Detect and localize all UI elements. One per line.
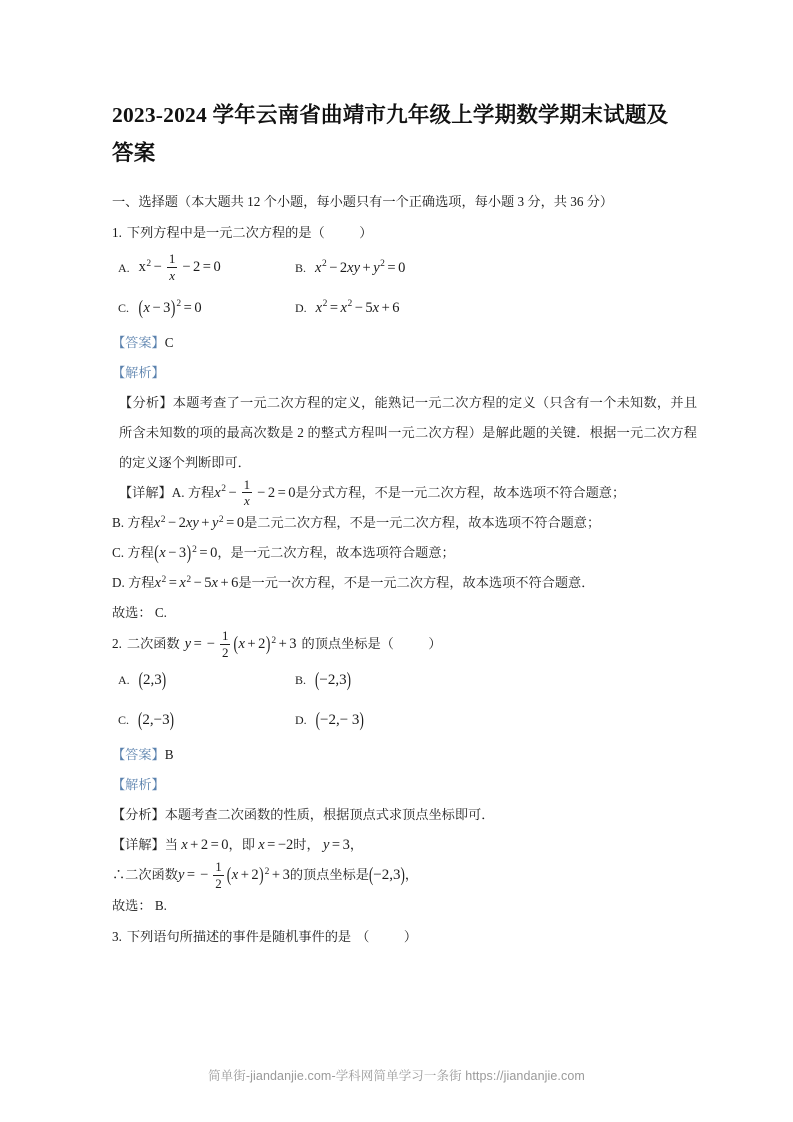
page-content (112, 96, 698, 952)
detail-lead: 方程 (128, 575, 155, 591)
answer-blank (374, 921, 399, 952)
answer-value: C (164, 335, 174, 350)
question-2-options-row-1 (112, 660, 692, 700)
question-1-analysis (112, 388, 697, 478)
option-letter: C. (118, 300, 130, 315)
question-1-options-row-1 (112, 248, 692, 288)
option-math-b: $x^2 - 2xy + y^2 = 0$ (315, 258, 406, 276)
conclusion-coord: (−2,3) (368, 863, 405, 886)
question-block-1 (112, 217, 698, 628)
question-1-stem-text: 下列方程中是一元二次方程的是（ (126, 225, 325, 240)
detail-letter: A. (171, 485, 185, 500)
question-1-detail-b (112, 508, 692, 538)
option-letter: B. (295, 672, 307, 687)
detail-tail: 是分式方程，不是一元二次方程，故本选项不符合题意； (295, 485, 626, 500)
question-2-analysis (112, 800, 692, 830)
detail-letter: B. (112, 515, 125, 531)
conclusion-end: ， (404, 867, 419, 883)
conclusion-math: y = − $\frac{1}{2}$ $(x + 2)^2 + 3$ (177, 859, 290, 891)
option-1-d[interactable] (295, 288, 400, 328)
analysis-label: 【分析】 (112, 807, 165, 823)
detail-lead: 方程 (127, 545, 154, 561)
question-2-math: y = − $\frac{1}{2}$ $(x + 2)^2 + 3$ (184, 628, 297, 660)
detail-math-3: y = 3 (322, 837, 350, 854)
detail-math: $x^2$ − $\frac{1}{x}$ − 2 = 0 (214, 476, 296, 509)
question-2-number: 2. (112, 636, 122, 652)
question-1-stem-close: ） (359, 225, 373, 240)
question-3-stem-text: 下列语句所描述的事件是随机事件的是 (126, 928, 352, 944)
question-1-detail-c (112, 538, 692, 568)
option-math-c: $(x - 3)^2 = 0$ (138, 295, 202, 318)
detail-math-1: x + 2 = 0 (181, 837, 229, 854)
detail-label: 【详解】 (119, 485, 172, 500)
question-1-detail-a (112, 478, 692, 508)
question-2-explanation-line (112, 770, 692, 800)
page-title: 2023-2024 学年云南省曲靖市九年级上学期数学期末试题及答案 (112, 103, 669, 165)
conclusion-mid: 的顶点坐标是 (289, 867, 369, 883)
question-1-number: 1. (112, 225, 122, 240)
question-2-stem-close: ） (428, 636, 442, 652)
option-1-c[interactable] (118, 288, 202, 328)
answer-value: B (164, 747, 174, 763)
option-letter: A. (118, 672, 130, 687)
question-2-detail: 【详解】当 x + 2 = 0，即 x = −2时， y = 3， (112, 837, 364, 854)
question-1-answer-line (112, 328, 692, 358)
detail-tail: 是一元一次方程，不是一元二次方程，故本选项不符合题意． (238, 575, 595, 591)
option-letter: A. (118, 260, 130, 275)
question-3-stem (112, 921, 692, 952)
option-2-b[interactable] (295, 660, 351, 700)
analysis-text: 本题考查二次函数的性质，根据顶点式求顶点坐标即可． (164, 807, 495, 823)
question-2-stem-lead: 二次函数 (126, 636, 180, 652)
option-math-d: $x^2 = x^2 - 5x + 6$ (315, 298, 400, 316)
option-coord-d: (−2,− 3) (315, 707, 364, 731)
option-2-c[interactable] (118, 700, 174, 740)
analysis-label: 【分析】 (119, 395, 173, 410)
question-block-3 (112, 921, 692, 952)
question-2-answer-line (112, 740, 692, 770)
question-2-conclusion-line (112, 860, 692, 890)
answer-blank (399, 628, 424, 659)
question-2-stem-tail: 的顶点坐标是（ (301, 636, 394, 652)
question-1-stem (112, 217, 692, 248)
detail-label: 【详解】 (112, 837, 165, 853)
option-coord-a: (2,3) (138, 667, 167, 691)
option-1-a[interactable] (118, 248, 221, 288)
option-coord-b: (−2,3) (315, 667, 351, 691)
option-2-d[interactable] (295, 700, 364, 740)
question-1-explanation-line (112, 358, 692, 388)
question-2-options-row-2 (112, 700, 692, 740)
detail-lead: 方程 (187, 485, 215, 500)
option-1-b[interactable] (295, 248, 405, 288)
conclusion-value: C. (154, 605, 167, 621)
detail-math: $x^2 - 2xy + y^2 = 0$ (153, 514, 245, 532)
detail-letter: D. (112, 575, 125, 591)
question-2-stem (112, 628, 692, 660)
question-3-paren-open: （ (356, 928, 370, 944)
option-letter: C. (118, 712, 130, 727)
question-1-detail-d (112, 568, 692, 598)
question-block-2 (112, 628, 692, 920)
detail-math: $(x - 3)^2 = 0$ (154, 541, 218, 564)
explanation-label: 【解析】 (112, 365, 165, 380)
conclusion-value: B. (154, 897, 167, 913)
answer-label: 【答案】 (112, 747, 165, 763)
explanation-label: 【解析】 (112, 777, 165, 793)
question-3-stem-close: ） (403, 928, 418, 944)
analysis-text: 本题考查了一元二次方程的定义，能熟记一元二次方程的定义（只含有一个未知数，并且所含未知数的项的最高次数是 2 的整式方程叫一元二次方程）是解此题的关键．根据一元二次方程的定义逐个判断即可． (119, 395, 698, 470)
conclusion-label: 故选： (112, 897, 152, 913)
section-heading: 一、选择题（本大题共 12 个小题，每小题只有一个正确选项，每小题 3 分，共 36 分） (112, 194, 614, 209)
answer-label: 【答案】 (112, 335, 165, 350)
detail-letter: C. (112, 545, 125, 561)
detail-tail: ，是一元二次方程，故本选项符合题意； (217, 545, 455, 561)
option-letter: D. (295, 300, 307, 315)
conclusion-lead: ∴二次函数 (112, 867, 178, 883)
option-letter: B. (295, 260, 307, 275)
option-math-a: $x^2$ − $\frac{1}{x}$ − 2 = 0 (138, 251, 221, 283)
detail-math-2: x = −2 (258, 837, 294, 854)
detail-lead: 方程 (127, 515, 154, 531)
detail-tail: 是二元二次方程，不是一元二次方程，故本选项不符合题意； (244, 515, 601, 531)
conclusion-label: 故选： (112, 605, 152, 621)
option-coord-c: (2,−3) (138, 707, 174, 731)
question-1-options-row-2 (112, 288, 692, 328)
option-2-a[interactable] (118, 660, 166, 700)
question-3-number: 3. (112, 928, 122, 944)
detail-math: $x^2 = x^2 - 5x + 6$ (154, 574, 239, 592)
question-1-conclusion (112, 598, 692, 628)
answer-blank (330, 217, 355, 248)
footer-watermark: 简单街-jiandanjie.com-学科网简单学习一条街 https://jiandanjie.com (208, 1069, 585, 1083)
option-letter: D. (295, 712, 307, 727)
